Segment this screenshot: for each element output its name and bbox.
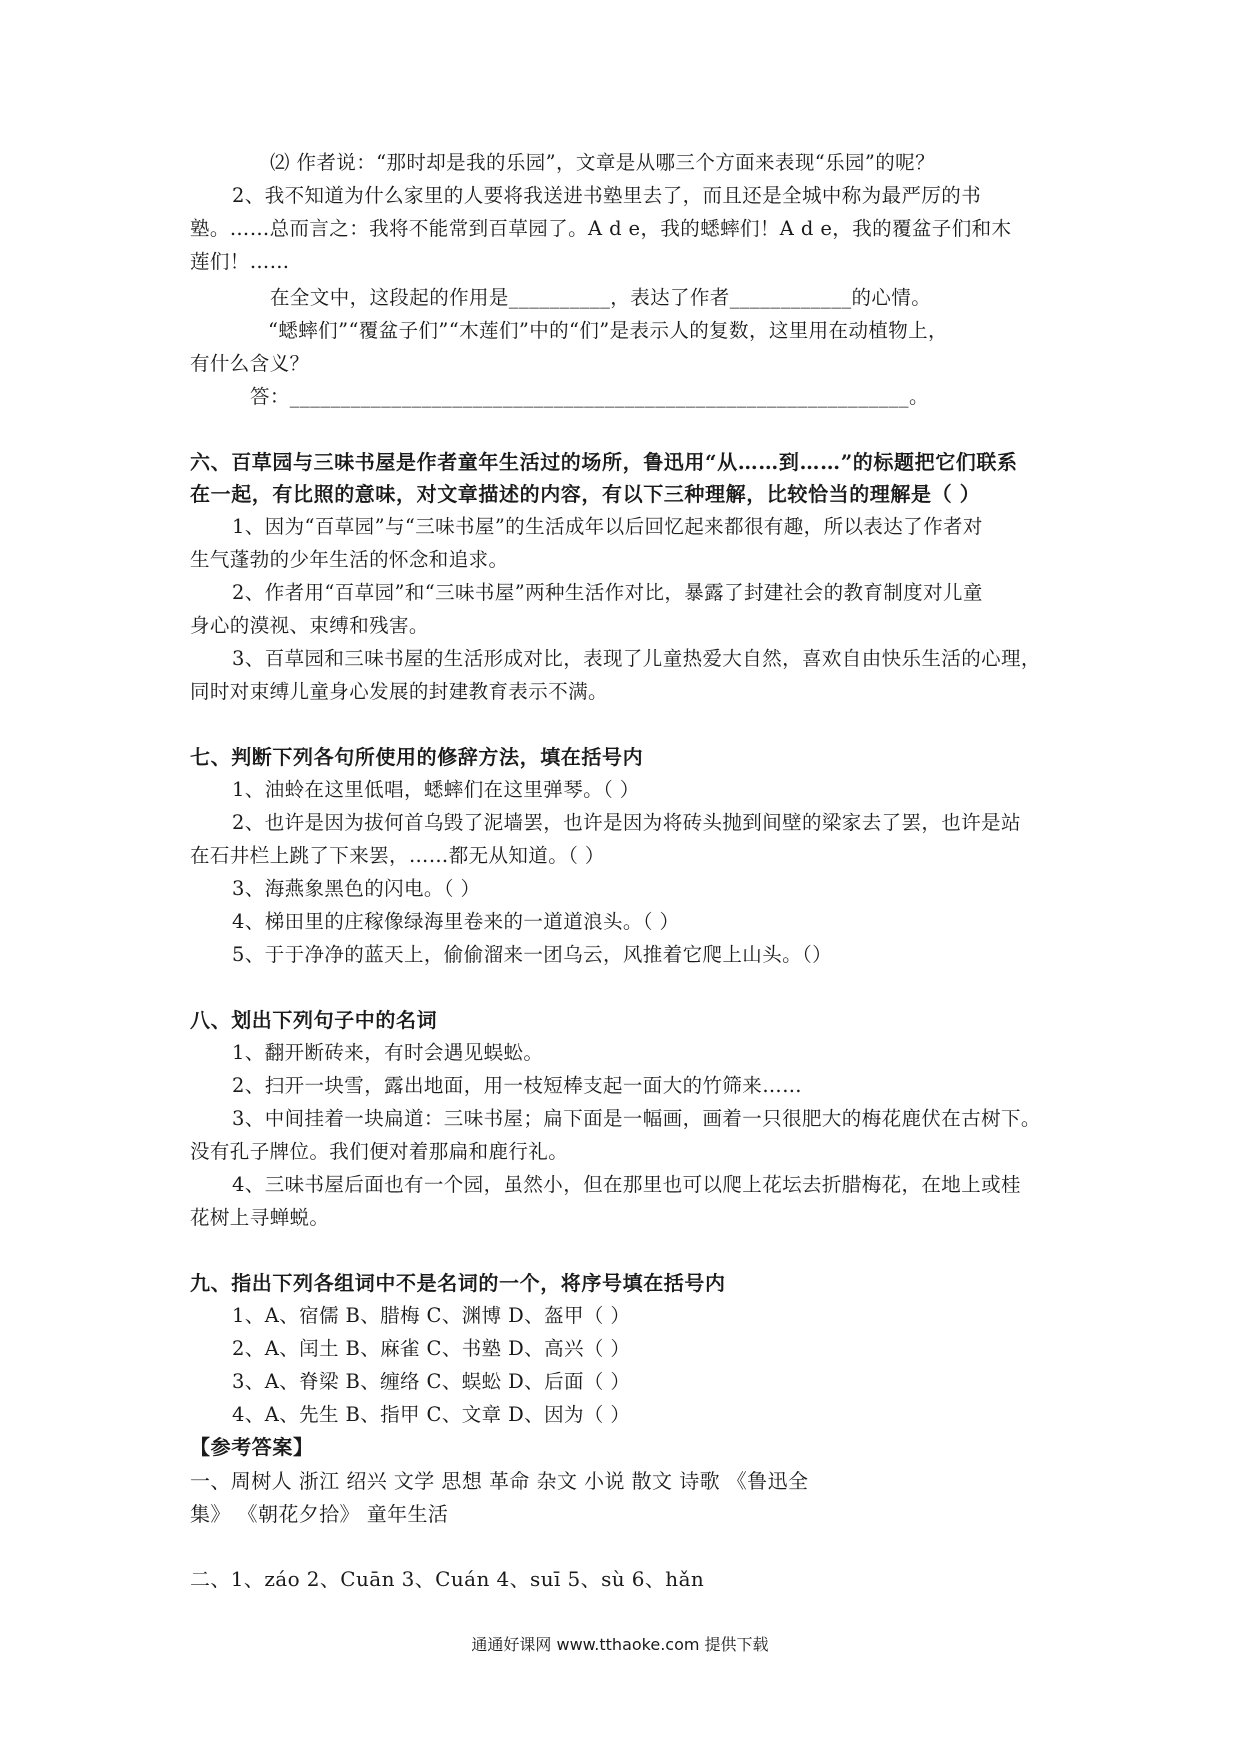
fill-blank-question: 在全文中，这段起的作用是__________，表达了作者____________的心情。 xyxy=(270,286,932,309)
section-heading: 六、百草园与三味书屋是作者童年生活过的场所，鲁迅用“从……到……”的标题把它们联系 xyxy=(190,450,1018,474)
question-text: 有什么含义？ xyxy=(190,352,310,375)
option-text: 同时对束缚儿童身心发展的封建教育表示不满。 xyxy=(190,680,608,703)
option-text: 身心的漠视、束缚和残害。 xyxy=(190,614,429,637)
question-text: 1、翻开断砖来，有时会遇见蜈蚣。 xyxy=(232,1041,544,1064)
option-text: 生气蓬勃的少年生活的怀念和追求。 xyxy=(190,548,509,571)
question-text: 3、海燕象黑色的闪电。（ ） xyxy=(232,877,481,900)
answer-text: 二、1、záo 2、Cuān 3、Cuán 4、suī 5、sù 6、hǎn xyxy=(190,1567,705,1591)
question-text: 1、A、宿儒 B、腊梅 C、渊博 D、盔甲（ ） xyxy=(232,1304,631,1327)
question-text: 花树上寻蝉蜕。 xyxy=(190,1206,330,1229)
question-text: ⑵ 作者说：“那时却是我的乐园”，文章是从哪三个方面来表现“乐园”的呢？ xyxy=(270,151,935,174)
option-text: 1、因为“百草园”与“三味书屋”的生活成年以后回忆起来都很有趣，所以表达了作者对 xyxy=(232,515,983,538)
answer-line: 答：_____________________________________________________________。 xyxy=(250,385,929,408)
answer-text: 集》 《朝花夕拾》 童年生活 xyxy=(190,1502,449,1526)
question-text: 1、油蛉在这里低唱，蟋蟀们在这里弹琴。（ ） xyxy=(232,778,640,801)
question-text: 在石井栏上跳了下来罢，……都无从知道。（ ） xyxy=(190,844,605,867)
question-text: 2、扫开一块雪，露出地面，用一枝短棒支起一面大的竹筛来…… xyxy=(232,1074,803,1097)
question-text: 2、我不知道为什么家里的人要将我送进书塾里去了，而且还是全城中称为最严厉的书 xyxy=(232,184,982,207)
question-text: “蟋蟀们”“覆盆子们”“木莲们”中的“们”是表示人的复数，这里用在动植物上， xyxy=(268,319,948,342)
section-heading: 七、判断下列各句所使用的修辞方法，填在括号内 xyxy=(190,745,644,769)
option-text: 3、百草园和三味书屋的生活形成对比，表现了儿童热爱大自然，喜欢自由快乐生活的心理， xyxy=(232,647,1041,670)
question-text: 2、也许是因为拔何首乌毁了泥墙罢，也许是因为将砖头抛到间壁的梁家去了罢，也许是站 xyxy=(232,811,1021,834)
question-text: 3、A、脊梁 B、缠络 C、蜈蚣 D、后面（ ） xyxy=(232,1370,631,1393)
answer-text: 一、周树人 浙江 绍兴 文学 思想 革命 杂文 小说 散文 诗歌 《鲁迅全 xyxy=(190,1469,809,1493)
question-text: 4、A、先生 B、指甲 C、文章 D、因为（ ） xyxy=(232,1403,631,1426)
question-text: 3、中间挂着一块扁道：三味书屋；扁下面是一幅画，画着一只很肥大的梅花鹿伏在古树下。 xyxy=(232,1107,1041,1130)
question-text: 4、梯田里的庄稼像绿海里卷来的一道道浪头。（ ） xyxy=(232,910,680,933)
question-text: 塾。……总而言之：我将不能常到百草园了。A d e，我的蟋蟀们！A d e，我的覆盆子们和木 xyxy=(190,217,1012,240)
answers-heading: 【参考答案】 xyxy=(190,1435,314,1459)
question-text: 2、A、闰土 B、麻雀 C、书塾 D、高兴（ ） xyxy=(232,1337,631,1360)
option-text: 2、作者用“百草园”和“三味书屋”两种生活作对比，暴露了封建社会的教育制度对儿童 xyxy=(232,581,983,604)
question-text: 5、于于净净的蓝天上，偷偷溜来一团乌云，风推着它爬上山头。（） xyxy=(232,943,833,966)
question-text: 4、三味书屋后面也有一个园，虽然小，但在那里也可以爬上花坛去折腊梅花，在地上或桂 xyxy=(232,1173,1021,1196)
page-footer: 通通好课网 www.tthaoke.com 提供下载 xyxy=(471,1635,769,1654)
section-heading: 在一起，有比照的意味，对文章描述的内容，有以下三种理解，比较恰当的理解是（ ） xyxy=(190,482,981,506)
question-text: 莲们！…… xyxy=(190,250,290,273)
question-text: 没有孔子牌位。我们便对着那扁和鹿行礼。 xyxy=(190,1140,569,1163)
section-heading: 九、指出下列各组词中不是名词的一个，将序号填在括号内 xyxy=(190,1271,726,1295)
section-heading: 八、划出下列句子中的名词 xyxy=(190,1008,438,1032)
